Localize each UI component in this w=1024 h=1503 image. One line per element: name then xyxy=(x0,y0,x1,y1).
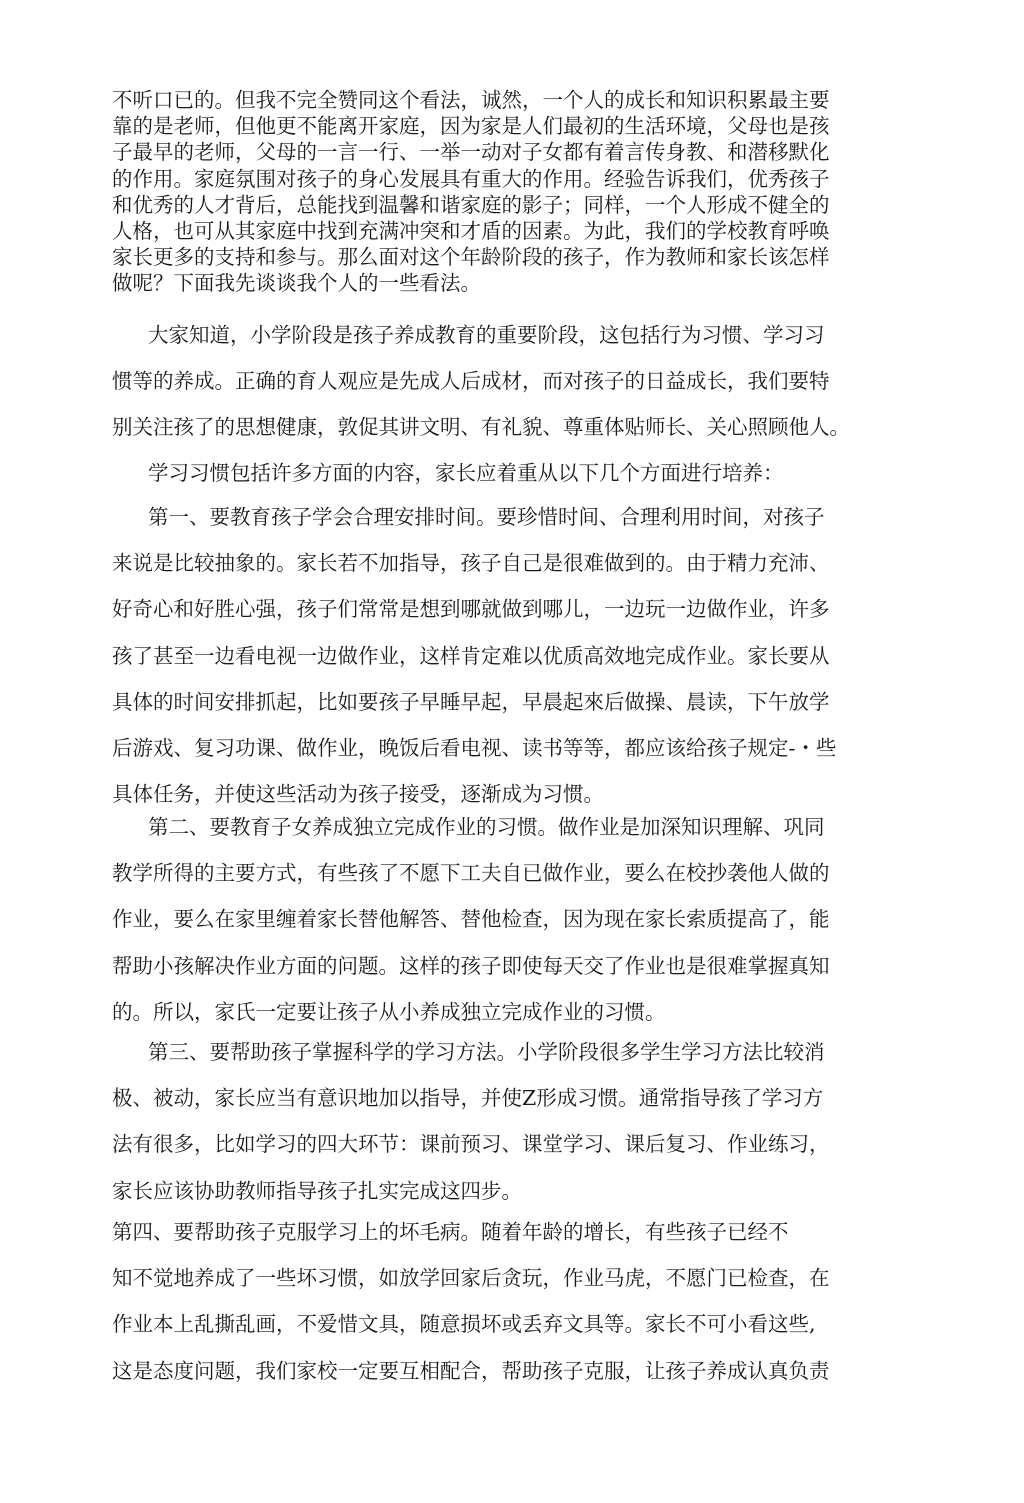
text-line: 第二、要教育子女养成独立完成作业的习惯。做作业是加深知识理解、巩同 xyxy=(148,815,825,839)
text-line: 不听口已的。但我不完全赞同这个看法，诚然，一个人的成长和知识积累最主要 xyxy=(112,88,830,112)
text-line: 第四、要帮助孩子克服学习上的坏毛病。随着年龄的增长，有些孩子已经不 xyxy=(112,1220,789,1244)
text-line: 来说是比较抽象的。家长若不加指导，孩子自己是很难做到的。由于精力充沛、 xyxy=(112,551,830,576)
text-line: 孩了甚至一边看电视一边做作业，这样肯定难以优质高效地完成作业。家长要从 xyxy=(112,643,830,668)
text-line: 家长更多的支持和参与。那么面对这个年龄阶段的孩子，作为教师和家长该怎样 xyxy=(112,245,830,270)
text-line: 家长应该协助教师指导孩子扎实完成这四步。 xyxy=(112,1178,522,1203)
paragraph-3 xyxy=(112,450,912,496)
text-line: 作业本上乱撕乱画，不爱惜文具，随意损坏或丢弃文具等。家长不可小看这些, xyxy=(112,1312,816,1337)
text-line: 的。所以，家氏一定要让孩子从小养成独立完成作业的习惯。 xyxy=(112,999,666,1024)
text-line: 子最早的老师，父母的一言一行、一举一动对子女都有着言传身教、和潜移默化 xyxy=(112,140,830,165)
text-line: 做呢？下面我先谈谈我个人的一些看法。 xyxy=(112,271,481,296)
text-line: 后游戏、复习功课、做作业，晚饭后看电视、读书等等，都应该给孩子规定-・些 xyxy=(112,735,837,760)
text-line: 人格，也可从其家庭中找到充满冲突和才盾的因素。为此，我们的学校教育呼唤 xyxy=(112,218,830,243)
paragraph-7 xyxy=(112,1209,912,1394)
paragraph-2 xyxy=(112,312,912,451)
text-line: 帮助小孩解决作业方面的问题。这样的孩子即使每天交了作业也是很难掌握真知 xyxy=(112,953,830,978)
paragraph-5 xyxy=(112,804,912,1035)
text-line: 好奇心和好胜心强，孩子们常常是想到哪就做到哪儿，一边玩一边做作业，许多 xyxy=(112,597,830,622)
text-line: 法有很多，比如学习的四大环节：课前预习、课堂学习、课后复习、作业练习， xyxy=(112,1132,830,1157)
text-line: 极、被动，家长应当有意识地加以指导，并使Z形成习惯。通常指导孩了学习方 xyxy=(112,1086,824,1111)
text-line: 具体任务，并使这些活动为孩子接受，逐渐成为习惯。 xyxy=(112,782,604,807)
text-line: 惯等的养成。正确的育人观应是先成人后成材，而对孩子的日益成长，我们要特 xyxy=(112,369,830,394)
text-line: 这是态度问题，我们家校一定要互相配合，帮助孩子克服，让孩子养成认真负责 xyxy=(112,1358,830,1383)
paragraph-1 xyxy=(112,87,912,297)
text-line: 教学所得的主要方式，有些孩了不愿下工夫自已做作业，要么在校抄袭他人做的 xyxy=(112,861,830,886)
text-line: 和优秀的人才背后，总能找到温馨和谐家庭的影子；同样，一个人形成不健全的 xyxy=(112,192,830,217)
text-line: 的作用。家庭氛围对孩子的身心发展具有重大的作用。经验告诉我们，优秀孩子 xyxy=(112,166,830,191)
paragraph-4 xyxy=(112,494,912,817)
text-line: 大家知道，小学阶段是孩子养成教育的重要阶段，这包括行为习惯、学习习 xyxy=(148,323,825,347)
text-line: 学习习惯包括许多方面的内容，家长应着重从以下几个方面进行培养： xyxy=(148,461,784,485)
text-line: 第一、要教育孩子学会合理安排时间。要珍惜时间、合理利用时间，对孩子 xyxy=(148,505,825,529)
text-line: 别关注孩了的思想健康，敦促其讲文明、有礼貌、尊重体贴师长、关心照顾他人。 xyxy=(112,415,850,440)
text-line: 靠的是老师，但他更不能离开家庭，因为家是人们最初的生活环境，父母也是孩 xyxy=(112,114,830,139)
text-line: 知不觉地养成了一些坏习惯，如放学回家后贪玩，作业马虎，不愿门已检查，在 xyxy=(112,1266,830,1291)
text-line: 作业，要么在家里缠着家长替他解答、替他检查，因为现在家长索质提高了，能 xyxy=(112,907,830,932)
text-line: 具体的时间安排抓起，比如要孩子早睡早起，早晨起來后做操、晨读，下午放学 xyxy=(112,689,830,714)
paragraph-6 xyxy=(112,1029,912,1214)
text-line: 第三、要帮助孩子掌握科学的学习方法。小学阶段很多学生学习方法比较消 xyxy=(148,1040,825,1064)
